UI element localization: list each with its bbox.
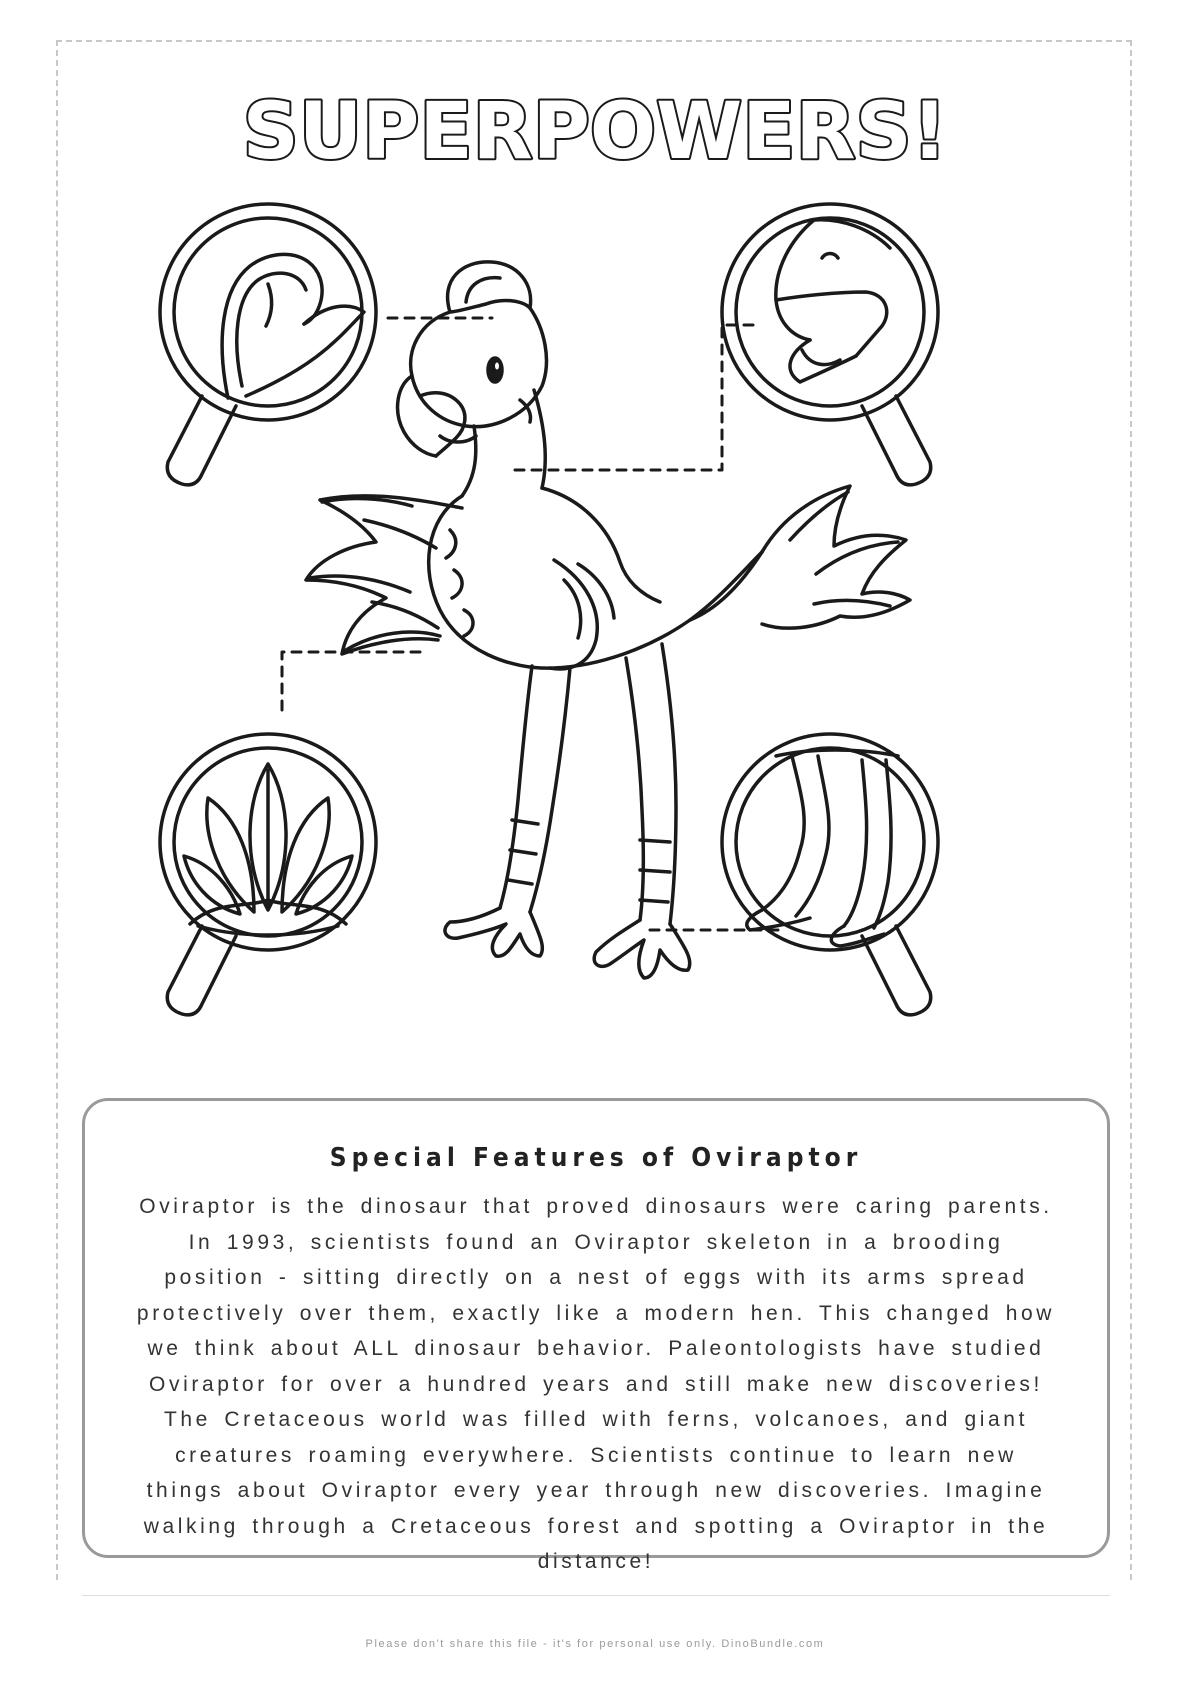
info-body-text: Oviraptor is the dinosaur that proved dinosaurs were caring parents. In 1993, scientists found an Oviraptor skeleton in a brooding position - sitting directly on a nest of eggs with its arms spread protectively over them, exactly like a modern hen. This changed how we think about ALL dinosaur behavior. Paleontologists have studied Oviraptor for over a hundred years and still make new discoveries! The Cretaceous world was filled with ferns, volcanoes, and giant creatures roaming everywhere. Scientists continue to learn new things about Oviraptor every year through new discoveries. Imagine walking through a Cretaceous forest and spotting a Oviraptor in the distance! (136, 1195, 1056, 1573)
footer-note: Please don't share this file - it's for personal use only. DinoBundle.com (365, 1638, 825, 1650)
page-title-text: SUPERPOWERS! (242, 87, 948, 177)
info-heading: Special Features of Oviraptor (329, 1143, 863, 1173)
footer-divider (82, 1595, 1110, 1596)
crest-magnifier-icon (160, 204, 376, 485)
info-box (82, 1098, 1110, 1573)
legs-magnifier-icon (722, 734, 938, 1015)
beak-magnifier-icon (722, 204, 938, 485)
oviraptor-body (306, 262, 910, 978)
feathers-magnifier-icon (160, 734, 376, 1015)
page-title (0, 78, 1190, 188)
oviraptor-illustration (150, 200, 1040, 1080)
